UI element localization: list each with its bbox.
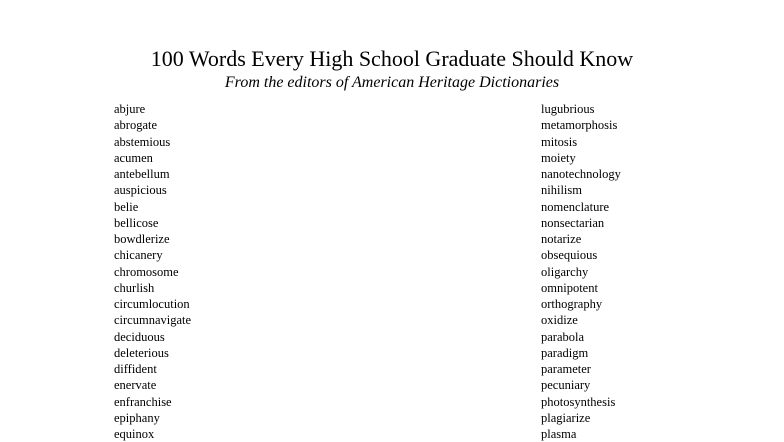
page-title: 100 Words Every High School Graduate Should Know [150,46,634,71]
word-item: nomenclature [541,199,610,214]
word-item: oxidize [541,313,578,328]
word-item: obsequious [541,248,598,263]
word-item: circumlocution [114,297,190,311]
word-item: auspicious [114,183,167,198]
word-item: notarize [541,232,582,246]
word-item: nonsectarian [541,215,605,230]
word-list-left-column [114,101,191,442]
word-item: plasma [541,427,577,441]
page-subtitle: From the editors of American Heritage Dictionaries [224,74,560,91]
word-item: circumnavigate [114,313,192,328]
word-item: enervate [114,378,157,393]
word-item: bellicose [114,215,159,230]
word-item: nihilism [541,183,582,198]
word-item: antebellum [114,167,170,181]
word-item: mitosis [541,134,578,149]
word-item: deciduous [114,329,165,344]
word-item: nanotechnology [541,167,621,181]
word-item: lugubrious [541,102,595,116]
word-item: abrogate [114,118,158,133]
word-item: abjure [114,102,146,116]
word-item: churlish [114,280,155,295]
word-item: parameter [541,362,591,376]
word-item: chromosome [114,264,179,279]
word-item: paradigm [541,345,589,360]
word-item: orthography [541,297,603,311]
word-item: omnipotent [541,280,598,295]
word-item: diffident [114,362,157,376]
word-item: plagiarize [541,410,591,425]
word-item: moiety [541,150,576,165]
word-item: parabola [541,329,585,344]
word-item: metamorphosis [541,118,618,133]
word-item: acumen [114,150,153,165]
word-item: deleterious [114,345,169,360]
word-item: bowdlerize [114,232,170,246]
word-item: photosynthesis [541,394,616,409]
word-item: abstemious [114,134,171,149]
word-list-right-column [541,101,621,442]
word-item: pecuniary [541,378,591,393]
word-item: epiphany [114,410,160,425]
word-item: oligarchy [541,264,589,279]
word-item: enfranchise [114,394,172,409]
word-item: chicanery [114,248,163,263]
word-item: equinox [114,427,155,441]
word-item: belie [114,199,139,214]
